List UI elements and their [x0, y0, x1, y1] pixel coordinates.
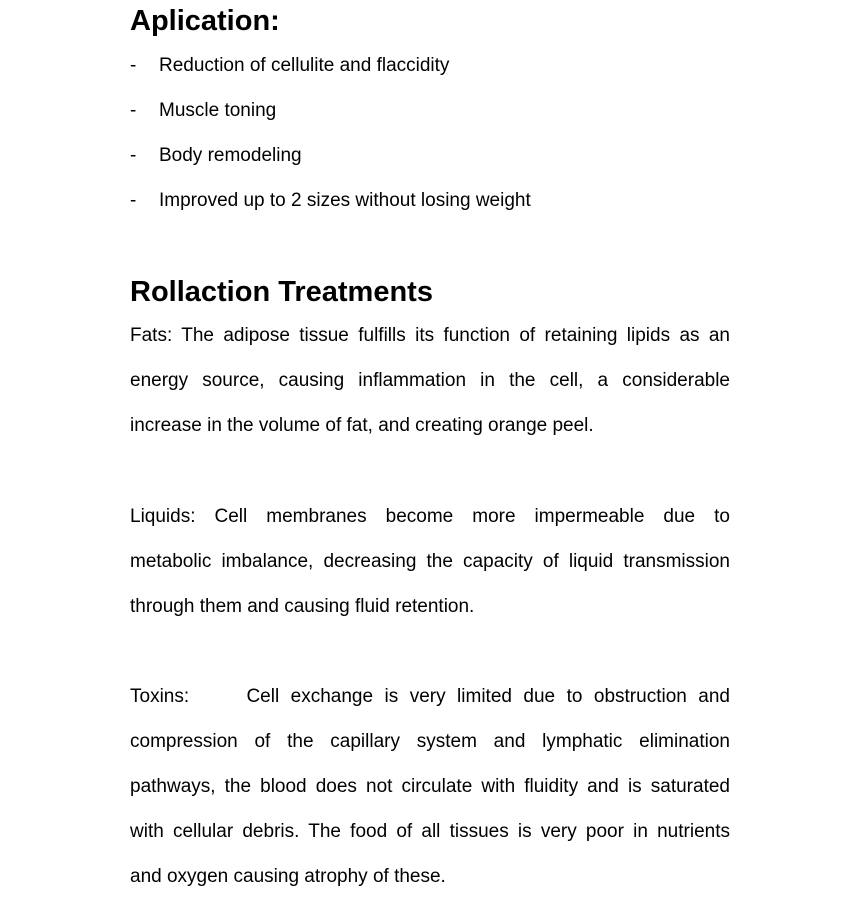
paragraph-liquids — [130, 504, 730, 639]
list-item — [130, 53, 730, 79]
list-item — [130, 98, 730, 124]
text-line: metabolic imbalance, decreasing the capacity of liquid transmission — [130, 551, 730, 572]
treatments-heading: Rollaction Treatments — [130, 276, 433, 308]
list-item-text: Reduction of cellulite and flaccidity — [159, 55, 450, 76]
text-line: Fats: The adipose tissue fulfills its function of retaining lipids as an — [130, 325, 730, 346]
bullet-marker: - — [130, 145, 137, 166]
text-line: through them and causing fluid retention. — [130, 596, 475, 617]
list-item-text: Improved up to 2 sizes without losing weight — [159, 190, 531, 211]
text-line: pathways, the blood does not circulate with fluidity and is saturated — [130, 776, 730, 797]
list-item — [130, 143, 730, 169]
text-line: Toxins: Cell exchange is very limited due to obstruction and — [130, 686, 730, 707]
text-line: with cellular debris. The food of all tissues is very poor in nutrients — [130, 821, 730, 842]
list-item-text: Body remodeling — [159, 145, 302, 166]
text-line: Liquids: Cell membranes become more impermeable due to — [130, 506, 730, 527]
bullet-marker: - — [130, 100, 137, 121]
bullet-marker: - — [130, 55, 137, 76]
bullet-marker: - — [130, 190, 137, 211]
list-item — [130, 188, 730, 214]
paragraph-toxins — [130, 684, 730, 909]
text-line: compression of the capillary system and lymphatic elimination — [130, 731, 730, 752]
text-line: energy source, causing inflammation in the cell, a considerable — [130, 370, 730, 391]
application-heading: Aplication: — [130, 5, 280, 37]
paragraph-fats — [130, 323, 730, 458]
list-item-text: Muscle toning — [159, 100, 277, 121]
text-line: and oxygen causing atrophy of these. — [130, 866, 446, 887]
text-line: increase in the volume of fat, and creating orange peel. — [130, 415, 594, 436]
